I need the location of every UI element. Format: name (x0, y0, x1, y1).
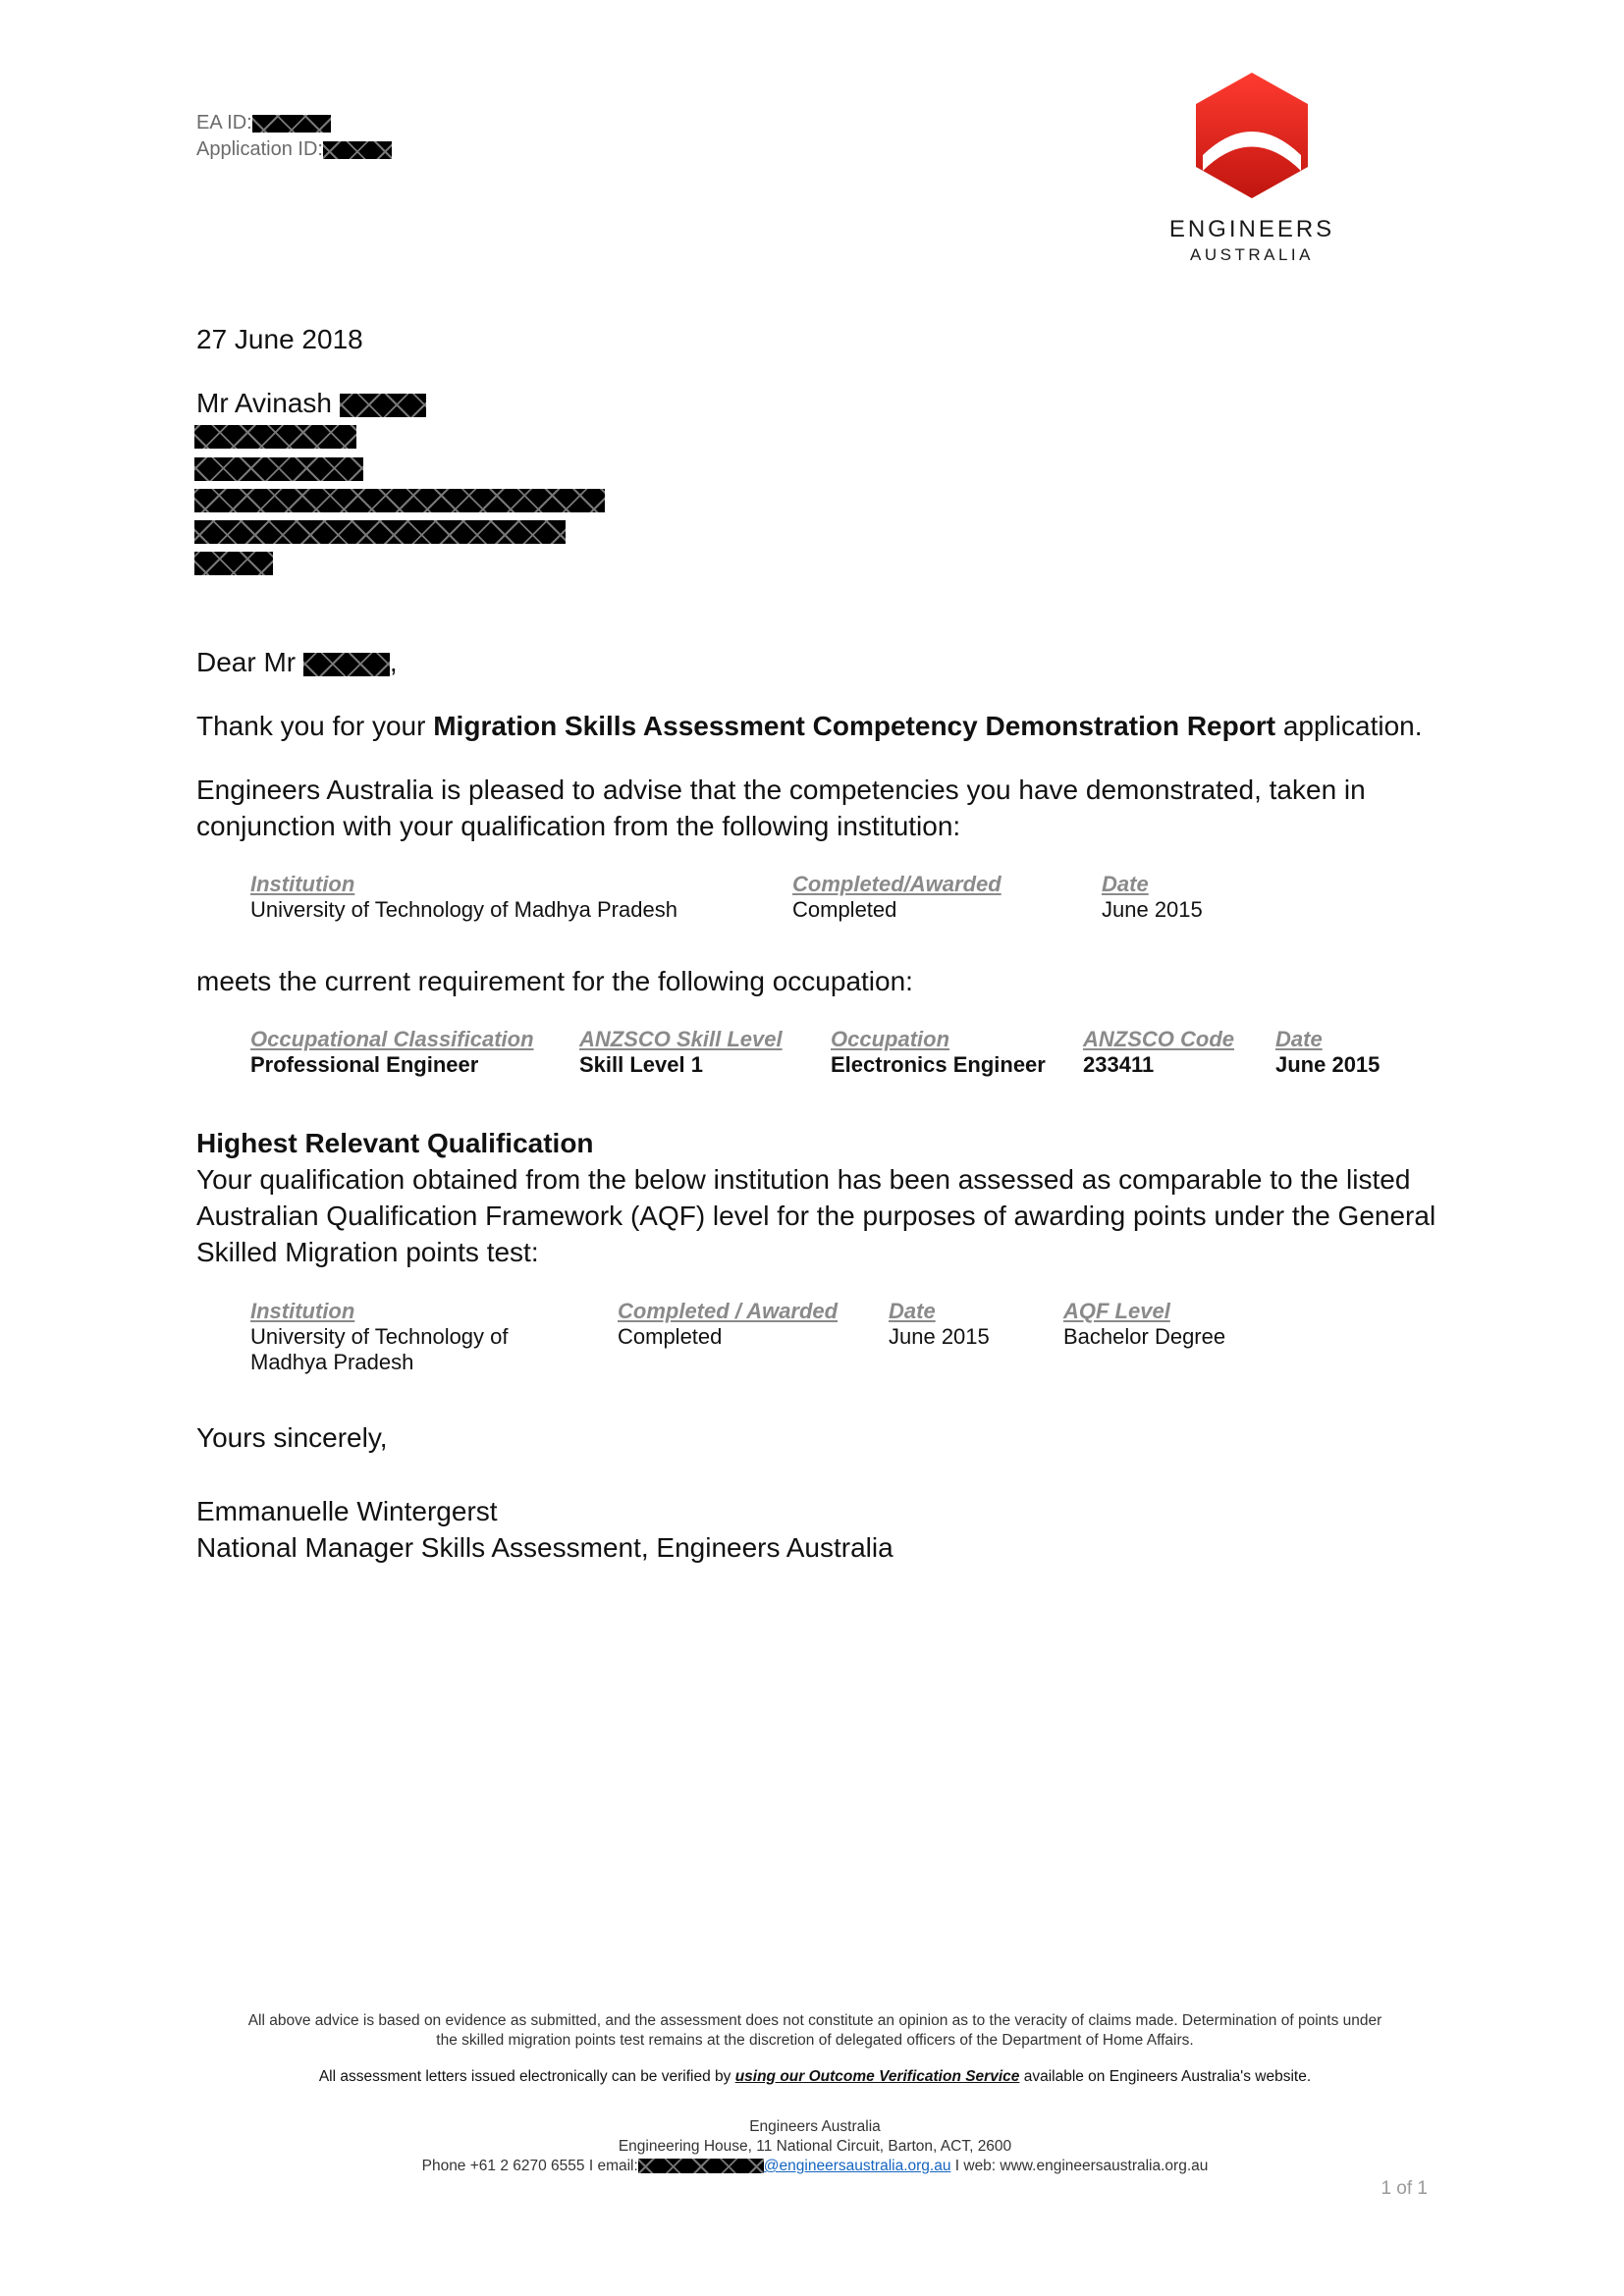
verification-note (187, 2067, 1443, 2087)
ea-id-label: EA ID: (196, 112, 252, 133)
occupation-cell: Electronics Engineer (831, 1052, 1046, 1077)
completed-awarded-header: Completed/Awarded (792, 872, 1001, 896)
verify-suffix: available on Engineers Australia's website. (1019, 2068, 1312, 2085)
page-number: 1 of 1 (1380, 2178, 1428, 2199)
org-name: Engineers Australia (749, 2118, 881, 2135)
redacted-address-line-4 (194, 520, 566, 544)
aqf-level-cell: Bachelor Degree (1063, 1324, 1226, 1349)
disclaimer-line-1: All above advice is based on evidence as submitted, and the assessment does not constitute an opinion as to the veracity of claims made. Determination of points under (247, 2012, 1382, 2029)
signatory-name: Emmanuelle Wintergerst (196, 1496, 498, 1526)
qual-institution-line-1: University of Technology of (250, 1324, 509, 1349)
redacted-ea-id (252, 115, 331, 133)
redacted-salutation-surname (303, 653, 390, 676)
qual-completed-header: Completed / Awarded (618, 1299, 839, 1323)
salutation-comma: , (389, 647, 398, 677)
qualification-table (250, 1299, 1330, 1387)
redacted-address-line-1 (194, 425, 356, 449)
date-header: Date (1102, 872, 1149, 896)
thank-you-paragraph (196, 708, 1423, 744)
intro-line-1: Engineers Australia is pleased to advise that the competencies you have demonstrated, taken in (196, 774, 1366, 805)
meets-requirement-text: meets the current requirement for the following occupation: (196, 966, 913, 996)
email-link[interactable]: @engineersaustralia.org.au (763, 2158, 951, 2174)
redacted-address-line-2 (194, 457, 363, 481)
redacted-surname (340, 394, 426, 417)
logo-text-engineers: ENGINEERS (1168, 216, 1335, 242)
thank-you-prefix: Thank you for your (196, 711, 434, 741)
qual-date-cell: June 2015 (889, 1324, 990, 1349)
logo-text-australia: AUSTRALIA (1190, 245, 1314, 264)
qual-institution-line-2: Madhya Pradesh (250, 1350, 414, 1374)
organisation-contact (187, 2117, 1443, 2176)
applicant-ids (196, 110, 392, 163)
disclaimer-line-2: the skilled migration points test remains at the discretion of delegated officers of the Department of Home Affairs. (436, 2032, 1194, 2049)
disclaimer (187, 2011, 1443, 2051)
qual-completed-cell: Completed (618, 1324, 723, 1349)
date-cell: June 2015 (1102, 897, 1203, 922)
aqf-level-header: AQF Level (1063, 1299, 1170, 1323)
contact-line (187, 2157, 1443, 2176)
qual-institution-cell (250, 1324, 509, 1375)
signature-block (196, 1493, 893, 1566)
completed-cell: Completed (792, 897, 897, 922)
closing: Yours sincerely, (196, 1422, 388, 1453)
qual-date-header: Date (889, 1299, 936, 1323)
verify-prefix: All assessment letters issued electronically can be verified by (318, 2068, 735, 2085)
intro-line-2: conjunction with your qualification from the following institution: (196, 811, 961, 841)
redacted-address-line-5 (194, 552, 273, 575)
engineers-australia-logo (1168, 69, 1335, 275)
salutation (196, 644, 398, 680)
outcome-verification-link[interactable]: using our Outcome Verification Service (734, 2068, 1020, 2085)
institution-header: Institution (250, 872, 355, 896)
contact-prefix: Phone +61 2 6270 6555 I email: (421, 2158, 638, 2174)
redacted-email-user (638, 2159, 764, 2173)
occupation-table (250, 1027, 1429, 1086)
anzsco-code-header: ANZSCO Code (1083, 1027, 1234, 1051)
recipient-name-line (196, 385, 426, 421)
qual-institution-header: Institution (250, 1299, 355, 1323)
contact-suffix: I web: www.engineersaustralia.org.au (950, 2158, 1209, 2174)
thank-you-suffix: application. (1275, 711, 1423, 741)
redacted-address-line-3 (194, 489, 605, 512)
qualification-line-3: Skilled Migration points test: (196, 1237, 539, 1267)
qualification-line-2: Australian Qualification Framework (AQF) level for the purposes of awarding points under the General (196, 1201, 1436, 1231)
recipient-name: Mr Avinash (196, 388, 332, 418)
occupation-header: Occupation (831, 1027, 950, 1051)
signatory-title: National Manager Skills Assessment, Engineers Australia (196, 1532, 893, 1563)
anzsco-code-cell: 233411 (1083, 1052, 1155, 1077)
classification-cell: Professional Engineer (250, 1052, 479, 1077)
occupation-date-cell: June 2015 (1275, 1052, 1380, 1077)
institution-cell: University of Technology of Madhya Pradesh (250, 897, 677, 922)
qualification-heading: Highest Relevant Qualification (196, 1128, 594, 1158)
skill-level-cell: Skill Level 1 (579, 1052, 703, 1077)
hexagon-logo-icon (1183, 69, 1321, 206)
application-type: Migration Skills Assessment Competency Demonstration Report (433, 711, 1276, 741)
institution-table (250, 872, 1330, 931)
qualification-line-1: Your qualification obtained from the below institution has been assessed as comparable to the listed (196, 1164, 1411, 1195)
anzsco-skill-level-header: ANZSCO Skill Level (579, 1027, 783, 1051)
intro-paragraph (196, 772, 1366, 844)
salutation-text: Dear Mr (196, 647, 297, 677)
letter-date: 27 June 2018 (196, 324, 363, 354)
occupation-date-header: Date (1275, 1027, 1323, 1051)
redacted-application-id (323, 141, 392, 159)
org-address: Engineering House, 11 National Circuit, Barton, ACT, 2600 (618, 2138, 1012, 2155)
application-id-label: Application ID: (196, 138, 323, 160)
qualification-section (196, 1125, 1435, 1270)
occupational-classification-header: Occupational Classification (250, 1027, 534, 1051)
